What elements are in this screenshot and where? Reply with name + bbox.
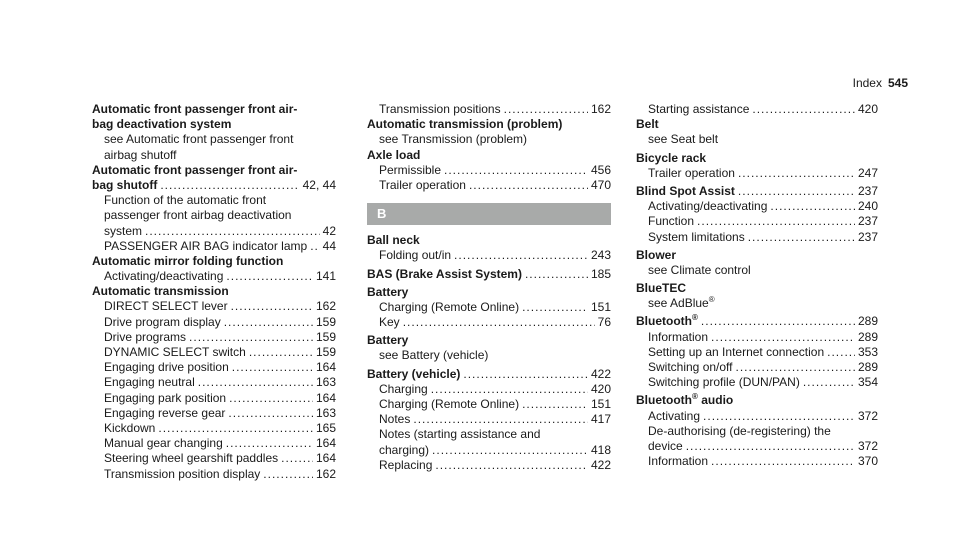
leader-dots (748, 230, 855, 245)
entry-text: Bicycle rack (636, 150, 707, 165)
index-subentry (636, 132, 878, 147)
leader-dots (770, 199, 855, 214)
index-subentry (367, 315, 611, 330)
entry-label (104, 467, 260, 482)
page-reference: 162 (590, 102, 611, 116)
entry-text: bag deactivation system (92, 117, 232, 132)
index-heading (636, 184, 878, 199)
entry-text-suffix: audio (697, 393, 734, 408)
entry-text: Belt (636, 117, 659, 132)
entry-text: bag shutoff (92, 177, 158, 192)
index-subentry (367, 132, 611, 147)
leader-dots (703, 409, 855, 424)
page-reference: 164 (315, 436, 336, 451)
entry-label (379, 102, 501, 117)
entry-label (648, 345, 824, 360)
entry-text: Drive programs (104, 329, 187, 344)
entry-text: BAS (Brake Assist System) (367, 266, 522, 281)
entry-label (104, 345, 246, 360)
page-reference: 422 (590, 457, 611, 472)
entry-label (636, 184, 735, 199)
page-reference: 162 (315, 299, 336, 314)
index-subentry (636, 345, 878, 360)
page-reference: 42 (322, 223, 336, 238)
leader-dots (232, 360, 313, 375)
leader-dots (504, 102, 588, 117)
index-subentry (92, 345, 336, 360)
entry-text: Automatic front passenger front air- (92, 162, 298, 177)
entry-text: Engaging park position (104, 390, 227, 405)
index-heading (92, 254, 336, 269)
leader-dots (413, 412, 588, 427)
index-subentry (367, 178, 611, 193)
entry-label (379, 178, 466, 193)
entry-label (648, 454, 708, 469)
index-subentry (636, 439, 878, 454)
index-subentry (636, 214, 878, 229)
index-subentry (92, 239, 336, 254)
entry-text: see Battery (vehicle) (379, 348, 489, 363)
index-subentry (92, 360, 336, 375)
leader-dots (229, 391, 313, 406)
entry-text: Blower (636, 247, 677, 262)
leader-dots (525, 267, 588, 282)
entry-text: Activating/deactivating (104, 269, 224, 284)
entry-text: see Transmission (problem) (379, 132, 528, 147)
entry-text: Function (648, 214, 695, 229)
entry-label (104, 360, 229, 375)
page-reference: 456 (590, 162, 611, 177)
index-subentry (92, 330, 336, 345)
index-subentry (92, 391, 336, 406)
page-reference: 240 (857, 199, 878, 214)
entry-text: Battery (367, 284, 409, 299)
leader-dots (463, 367, 588, 382)
index-column-2 (367, 102, 611, 473)
page-reference: 418 (590, 442, 611, 457)
leader-dots (738, 166, 855, 181)
page-reference: 237 (857, 229, 878, 244)
entry-label (104, 436, 223, 451)
index-heading (367, 333, 611, 348)
entry-label (379, 397, 519, 412)
entry-text: Setting up an Internet connection (648, 344, 825, 359)
entry-label (648, 166, 735, 181)
leader-dots (189, 330, 313, 345)
page-reference: 164 (315, 451, 336, 466)
index-subentry (367, 443, 611, 458)
entry-text: Blind Spot Assist (636, 183, 735, 198)
entry-label (104, 269, 223, 284)
entry-text: Automatic mirror folding function (92, 253, 284, 268)
index-subentry (367, 458, 611, 473)
leader-dots (697, 214, 855, 229)
leader-dots (701, 314, 855, 329)
page-reference: 289 (857, 329, 878, 344)
page-reference: 141 (315, 269, 336, 284)
leader-dots (226, 269, 313, 284)
leader-dots (281, 451, 313, 466)
entry-label (379, 248, 451, 263)
leader-dots (711, 330, 855, 345)
index-subentry (92, 315, 336, 330)
entry-text: BlueTEC (636, 281, 687, 296)
page-reference: 159 (315, 314, 336, 329)
index-subentry (367, 248, 611, 263)
page-reference: 165 (315, 420, 336, 435)
index-subentry (92, 406, 336, 421)
entry-label (92, 178, 157, 193)
index-subentry (92, 451, 336, 466)
entry-label (636, 314, 698, 329)
leader-dots (752, 102, 855, 117)
leader-dots (803, 375, 855, 390)
page-reference: 151 (590, 397, 611, 411)
leader-dots (431, 382, 588, 397)
page-reference: 417 (590, 412, 611, 427)
entry-label (367, 367, 460, 382)
leader-dots (226, 436, 313, 451)
page-reference: 42, 44 (302, 177, 336, 192)
index-subentry (367, 427, 611, 442)
page-reference: 353 (857, 344, 878, 359)
entry-label (104, 375, 195, 390)
index-subentry (636, 296, 878, 311)
entry-label (648, 199, 767, 214)
entry-label (104, 299, 228, 314)
index-heading (636, 314, 878, 329)
entry-text: Automatic transmission (92, 284, 229, 299)
entry-label (379, 443, 429, 458)
leader-dots (686, 439, 855, 454)
index-heading (367, 285, 611, 300)
entry-text: Automatic transmission (problem) (367, 117, 563, 132)
leader-dots (145, 224, 320, 239)
leader-dots (435, 458, 588, 473)
index-subentry (636, 424, 878, 439)
entry-text: Notes (starting assistance and (379, 427, 541, 442)
leader-dots (224, 315, 313, 330)
page-reference: 372 (857, 408, 878, 423)
entry-text: passenger front airbag deactivation (104, 208, 292, 223)
entry-text: see Climate control (648, 262, 751, 277)
entry-label (379, 412, 410, 427)
index-heading (367, 233, 611, 248)
page-reference: 420 (857, 102, 878, 116)
entry-text: Starting assistance (648, 102, 750, 116)
index-subentry (367, 412, 611, 427)
page-reference: 243 (590, 248, 611, 263)
entry-text: Trailer operation (648, 165, 735, 180)
index-subentry (367, 102, 611, 117)
registered-mark: ® (708, 295, 715, 305)
page-reference: 289 (857, 360, 878, 374)
index-heading (636, 393, 878, 408)
entry-label (648, 230, 745, 245)
leader-dots (160, 178, 299, 193)
entry-text: Key (379, 315, 400, 330)
entry-label (104, 239, 307, 254)
index-subentry (636, 375, 878, 390)
entry-label (104, 330, 186, 345)
index-subentry (92, 436, 336, 451)
entry-text: Function of the automatic front (104, 193, 267, 208)
entry-text: Bluetooth (636, 393, 692, 408)
page-reference: 164 (315, 360, 336, 375)
index-subentry (92, 421, 336, 436)
entry-text: Bluetooth (636, 314, 692, 329)
index-subentry (636, 102, 878, 117)
index-heading (367, 148, 611, 163)
leader-dots (403, 315, 595, 330)
index-subentry (92, 208, 336, 223)
entry-text: System limitations (648, 229, 745, 244)
index-title: Index (852, 76, 882, 90)
entry-label (367, 267, 522, 282)
index-column-2-top (367, 102, 611, 193)
entry-text: Information (648, 454, 709, 469)
index-subentry (367, 348, 611, 363)
index-subentry (636, 409, 878, 424)
page-header (853, 76, 908, 91)
page-reference: 159 (315, 329, 336, 344)
leader-dots (263, 467, 313, 482)
page-reference: 247 (857, 165, 878, 180)
entry-text: Ball neck (367, 233, 420, 248)
entry-label (379, 300, 519, 315)
leader-dots (522, 397, 588, 412)
index-heading (367, 117, 611, 132)
index-column-2-bottom (367, 233, 611, 473)
entry-text: Charging (379, 381, 428, 396)
page-reference: 163 (315, 405, 336, 420)
index-subentry (92, 299, 336, 314)
entry-text: Drive program display (104, 314, 221, 329)
index-heading (92, 163, 336, 178)
page-reference: 372 (857, 438, 878, 453)
leader-dots (432, 443, 588, 458)
leader-dots (158, 421, 313, 436)
index-subentry (92, 467, 336, 482)
section-letter-bar: B (367, 203, 611, 225)
index-subentry (367, 397, 611, 412)
index-subentry (92, 193, 336, 208)
registered-mark: ® (692, 313, 698, 323)
page-reference: 185 (590, 266, 611, 281)
entry-text: device (648, 438, 683, 453)
entry-label (648, 375, 800, 390)
entry-text: Engaging reverse gear (104, 405, 226, 420)
leader-dots (736, 360, 855, 375)
entry-label (104, 421, 155, 436)
leader-dots (711, 454, 855, 469)
entry-text: Charging (Remote Online) (379, 299, 520, 314)
entry-text: Charging (Remote Online) (379, 397, 520, 411)
leader-dots (827, 345, 855, 360)
index-heading (636, 248, 878, 263)
leader-dots (310, 239, 319, 254)
index-subentry (92, 269, 336, 284)
entry-text: Kickdown (104, 420, 156, 435)
entry-text: Trailer operation (379, 177, 466, 192)
page-reference: 151 (590, 299, 611, 314)
entry-label (648, 409, 700, 424)
entry-text: Automatic front passenger front air- (92, 102, 298, 116)
entry-label (104, 315, 221, 330)
page-reference: 159 (315, 345, 336, 359)
page-reference: 422 (590, 366, 611, 381)
index-subentry (636, 360, 878, 375)
entry-text: charging) (379, 442, 430, 457)
entry-text: Replacing (379, 457, 433, 472)
index-subentry (636, 230, 878, 245)
index-heading (367, 267, 611, 282)
index-heading (92, 117, 336, 132)
page-reference: 370 (857, 454, 878, 469)
index-heading (636, 117, 878, 132)
leader-dots (444, 163, 588, 178)
entry-label (648, 360, 733, 375)
entry-text: see Seat belt (648, 132, 719, 147)
index-heading (636, 281, 878, 296)
entry-label (104, 224, 142, 239)
entry-text: De-authorising (de-registering) the (648, 423, 831, 438)
entry-label (648, 330, 708, 345)
index-subentry (92, 132, 336, 147)
entry-text: DIRECT SELECT lever (104, 299, 228, 314)
index-subentry (636, 199, 878, 214)
index-heading (92, 178, 336, 193)
index-heading (92, 284, 336, 299)
entry-text: system (104, 223, 143, 238)
entry-label (379, 382, 428, 397)
entry-text: Activating/deactivating (648, 199, 768, 214)
entry-text: Switching profile (DUN/PAN) (648, 375, 800, 390)
entry-text: Steering wheel gearshift paddles (104, 451, 279, 466)
page-reference: 354 (857, 375, 878, 390)
entry-text: see AdBlue (648, 296, 709, 311)
index-subentry (636, 454, 878, 469)
index-heading (636, 151, 878, 166)
entry-label (104, 451, 278, 466)
page-reference: 470 (590, 177, 611, 192)
entry-text: Information (648, 329, 709, 344)
entry-text: Axle load (367, 147, 421, 162)
entry-text: airbag shutoff (104, 147, 177, 162)
entry-text: Engaging neutral (104, 375, 195, 390)
page-reference: 163 (315, 375, 336, 390)
entry-text: Engaging drive position (104, 360, 229, 375)
leader-dots (738, 184, 855, 199)
index-subentry (367, 382, 611, 397)
entry-text: Permissible (379, 162, 442, 177)
entry-label (648, 214, 694, 229)
index-column-1 (92, 102, 336, 482)
index-subentry (636, 263, 878, 278)
entry-text: Activating (648, 408, 701, 423)
entry-label (648, 439, 683, 454)
page-reference: 237 (857, 183, 878, 198)
leader-dots (231, 299, 313, 314)
entry-text: Battery (367, 333, 409, 348)
entry-text: Battery (vehicle) (367, 366, 461, 381)
entry-text: DYNAMIC SELECT switch (104, 345, 246, 359)
entry-label (104, 406, 225, 421)
entry-text: Folding out/in (379, 248, 452, 263)
index-subentry (636, 330, 878, 345)
leader-dots (454, 248, 588, 263)
page-reference: 289 (857, 314, 878, 329)
entry-label (379, 458, 432, 473)
index-heading (92, 102, 336, 117)
entry-text: PASSENGER AIR BAG indicator lamp (104, 238, 308, 253)
leader-dots (469, 178, 588, 193)
index-subentry (367, 300, 611, 315)
index-subentry (92, 224, 336, 239)
page-reference: 420 (590, 381, 611, 396)
leader-dots (228, 406, 313, 421)
page-reference: 162 (315, 466, 336, 481)
page-reference: 76 (597, 315, 611, 330)
page-reference: 44 (322, 238, 336, 253)
leader-dots (249, 345, 313, 360)
registered-mark: ® (692, 392, 698, 402)
entry-label (379, 163, 441, 178)
entry-label (648, 102, 749, 117)
page-reference: 237 (857, 214, 878, 229)
page-number: 545 (887, 76, 908, 90)
entry-label (104, 391, 226, 406)
leader-dots (198, 375, 313, 390)
entry-label (379, 315, 400, 330)
index-heading (367, 367, 611, 382)
index-subentry (92, 375, 336, 390)
index-subentry (92, 148, 336, 163)
entry-text: see Automatic front passenger front (104, 132, 294, 147)
entry-text: Transmission position display (104, 466, 261, 481)
index-column-3 (636, 102, 878, 469)
index-subentry (367, 163, 611, 178)
page-reference: 164 (315, 390, 336, 405)
entry-text: Switching on/off (648, 360, 733, 374)
entry-text: Manual gear changing (104, 436, 223, 451)
entry-text: Notes (379, 412, 411, 427)
entry-text: Transmission positions (379, 102, 501, 116)
index-subentry (636, 166, 878, 181)
leader-dots (522, 300, 588, 315)
